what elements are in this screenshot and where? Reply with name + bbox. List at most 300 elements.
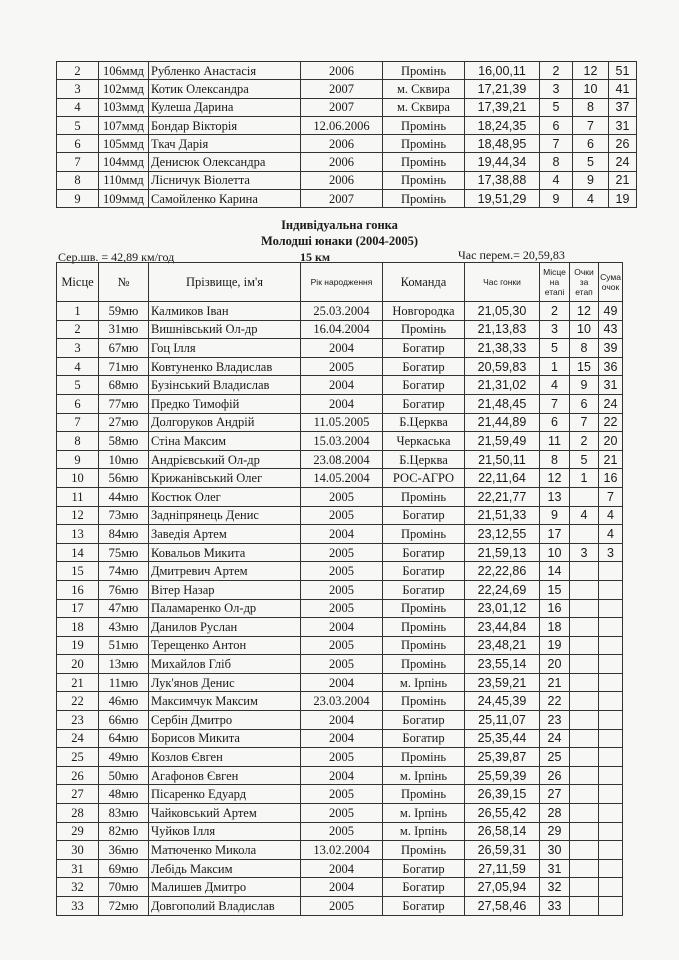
table-row xyxy=(57,841,623,860)
cell-team: Промінь xyxy=(383,599,465,618)
cell-place: 25 xyxy=(57,748,99,767)
cell-stage-place: 2 xyxy=(540,62,573,80)
table-row xyxy=(57,469,623,488)
cell-birth: 23.08.2004 xyxy=(301,450,383,469)
table-row xyxy=(57,506,623,525)
cell-team: Промінь xyxy=(383,320,465,339)
cell-total-points xyxy=(599,729,623,748)
column-header-total-points: Сума очок xyxy=(599,263,623,302)
cell-time: 20,59,83 xyxy=(465,357,540,376)
cell-name: Сербін Дмитро xyxy=(149,711,301,730)
cell-stage-place: 24 xyxy=(540,729,570,748)
cell-name: Малишев Дмитро xyxy=(149,878,301,897)
table-row xyxy=(57,432,623,451)
cell-place: 20 xyxy=(57,655,99,674)
cell-stage-place: 30 xyxy=(540,841,570,860)
cell-team: Промінь xyxy=(383,487,465,506)
results-table xyxy=(56,262,623,916)
cell-stage-place: 10 xyxy=(540,543,570,562)
cell-stage-points: 7 xyxy=(573,116,609,134)
cell-birth: 2005 xyxy=(301,748,383,767)
cell-place: 7 xyxy=(57,413,99,432)
cell-stage-points: 9 xyxy=(573,171,609,189)
cell-stage-place: 29 xyxy=(540,822,570,841)
table-row xyxy=(57,878,623,897)
cell-name: Самойленко Карина xyxy=(149,190,301,208)
cell-stage-place: 15 xyxy=(540,580,570,599)
cell-team: Богатир xyxy=(383,357,465,376)
cell-birth: 14.05.2004 xyxy=(301,469,383,488)
cell-birth: 2004 xyxy=(301,766,383,785)
cell-name: Пісаренко Едуард xyxy=(149,785,301,804)
cell-total-points: 22 xyxy=(599,413,623,432)
cell-stage-points xyxy=(570,618,599,637)
cell-team: Промінь xyxy=(383,190,465,208)
cell-place: 32 xyxy=(57,878,99,897)
cell-stage-place: 5 xyxy=(540,339,570,358)
cell-time: 22,22,86 xyxy=(465,562,540,581)
cell-birth: 2005 xyxy=(301,599,383,618)
cell-team: Б.Церква xyxy=(383,450,465,469)
cell-total-points xyxy=(599,599,623,618)
column-header-name: Прізвище, ім'я xyxy=(149,263,301,302)
cell-number: 50мю xyxy=(99,766,149,785)
table-row xyxy=(57,302,623,321)
cell-stage-place: 23 xyxy=(540,711,570,730)
cell-team: Богатир xyxy=(383,376,465,395)
cell-number: 36мю xyxy=(99,841,149,860)
cell-total-points xyxy=(599,804,623,823)
cell-birth: 2004 xyxy=(301,859,383,878)
cell-place: 6 xyxy=(57,394,99,413)
cell-number: 72мю xyxy=(99,897,149,916)
cell-number: 10мю xyxy=(99,450,149,469)
cell-time: 22,21,77 xyxy=(465,487,540,506)
table-row xyxy=(57,543,623,562)
cell-team: Богатир xyxy=(383,339,465,358)
cell-team: Промінь xyxy=(383,171,465,189)
cell-place: 6 xyxy=(57,135,99,153)
race-category: Молодші юнаки (2004-2005) xyxy=(260,234,419,248)
cell-birth: 2004 xyxy=(301,618,383,637)
cell-birth: 2005 xyxy=(301,636,383,655)
cell-stage-points: 12 xyxy=(570,302,599,321)
cell-team: Богатир xyxy=(383,878,465,897)
cell-name: Борисов Микита xyxy=(149,729,301,748)
cell-team: Промінь xyxy=(383,692,465,711)
cell-birth: 2005 xyxy=(301,655,383,674)
cell-time: 23,48,21 xyxy=(465,636,540,655)
table-row xyxy=(57,729,623,748)
cell-name: Михайлов Гліб xyxy=(149,655,301,674)
cell-number: 68мю xyxy=(99,376,149,395)
cell-total-points: 7 xyxy=(599,487,623,506)
table-row xyxy=(57,711,623,730)
cell-time: 16,00,11 xyxy=(465,62,540,80)
cell-stage-points xyxy=(570,878,599,897)
cell-stage-points: 8 xyxy=(570,339,599,358)
cell-number: 77мю xyxy=(99,394,149,413)
table-row xyxy=(57,580,623,599)
column-header-birth-year: Рік народження xyxy=(301,263,383,302)
cell-stage-points xyxy=(570,711,599,730)
cell-number: 51мю xyxy=(99,636,149,655)
cell-name: Лісничук Віолетта xyxy=(149,171,301,189)
table-row xyxy=(57,748,623,767)
table-row xyxy=(57,376,623,395)
table-row xyxy=(57,487,623,506)
cell-team: Промінь xyxy=(383,785,465,804)
cell-time: 18,48,95 xyxy=(465,135,540,153)
cell-stage-points xyxy=(570,822,599,841)
cell-birth: 2006 xyxy=(301,62,383,80)
cell-place: 31 xyxy=(57,859,99,878)
table-row xyxy=(57,413,623,432)
cell-place: 5 xyxy=(57,116,99,134)
cell-place: 30 xyxy=(57,841,99,860)
cell-place: 14 xyxy=(57,543,99,562)
table-row xyxy=(57,562,623,581)
cell-place: 4 xyxy=(57,357,99,376)
cell-number: 56мю xyxy=(99,469,149,488)
cell-place: 2 xyxy=(57,320,99,339)
cell-name: Чайковський Артем xyxy=(149,804,301,823)
cell-stage-place: 20 xyxy=(540,655,570,674)
cell-number: 75мю xyxy=(99,543,149,562)
cell-stage-points xyxy=(570,859,599,878)
results-header-row xyxy=(57,263,623,302)
cell-time: 25,39,87 xyxy=(465,748,540,767)
cell-stage-place: 33 xyxy=(540,897,570,916)
cell-number: 104ммд xyxy=(99,153,149,171)
cell-team: м. Сквира xyxy=(383,98,465,116)
cell-birth: 2004 xyxy=(301,729,383,748)
cell-stage-place: 16 xyxy=(540,599,570,618)
cell-place: 8 xyxy=(57,432,99,451)
cell-number: 13мю xyxy=(99,655,149,674)
cell-stage-points: 8 xyxy=(573,98,609,116)
cell-time: 27,58,46 xyxy=(465,897,540,916)
table-row xyxy=(57,673,623,692)
cell-stage-place: 28 xyxy=(540,804,570,823)
cell-place: 9 xyxy=(57,450,99,469)
table-row xyxy=(57,599,623,618)
table-row xyxy=(57,766,623,785)
cell-stage-place: 26 xyxy=(540,766,570,785)
cell-place: 26 xyxy=(57,766,99,785)
cell-number: 59мю xyxy=(99,302,149,321)
cell-birth: 2005 xyxy=(301,804,383,823)
cell-name: Денисюк Олександра xyxy=(149,153,301,171)
cell-team: Промінь xyxy=(383,525,465,544)
table-row xyxy=(57,859,623,878)
cell-number: 64мю xyxy=(99,729,149,748)
cell-time: 21,50,11 xyxy=(465,450,540,469)
table-row xyxy=(57,357,623,376)
cell-time: 21,38,33 xyxy=(465,339,540,358)
cell-total-points xyxy=(599,878,623,897)
cell-total-points: 36 xyxy=(599,357,623,376)
cell-stage-place: 25 xyxy=(540,748,570,767)
table-row xyxy=(57,897,623,916)
cell-birth: 2007 xyxy=(301,80,383,98)
cell-birth: 12.06.2006 xyxy=(301,116,383,134)
cell-stage-points xyxy=(570,525,599,544)
table-row xyxy=(57,320,623,339)
cell-total-points xyxy=(599,897,623,916)
cell-stage-points: 10 xyxy=(570,320,599,339)
cell-stage-points xyxy=(570,785,599,804)
cell-name: Рубленко Анастасія xyxy=(149,62,301,80)
cell-stage-place: 21 xyxy=(540,673,570,692)
table-row xyxy=(57,692,623,711)
cell-total-points: 16 xyxy=(599,469,623,488)
cell-team: Промінь xyxy=(383,62,465,80)
cell-birth: 2005 xyxy=(301,543,383,562)
cell-total-points xyxy=(599,692,623,711)
cell-total-points xyxy=(599,841,623,860)
cell-name: Вітер Назар xyxy=(149,580,301,599)
cell-time: 27,11,59 xyxy=(465,859,540,878)
cell-stage-points xyxy=(570,562,599,581)
table-row xyxy=(57,80,637,98)
table-row xyxy=(57,394,623,413)
column-header-number: № xyxy=(99,263,149,302)
cell-stage-points: 4 xyxy=(570,506,599,525)
cell-number: 105ммд xyxy=(99,135,149,153)
cell-stage-place: 31 xyxy=(540,859,570,878)
cell-stage-place: 4 xyxy=(540,376,570,395)
cell-birth: 13.02.2004 xyxy=(301,841,383,860)
cell-name: Ковтуненко Владислав xyxy=(149,357,301,376)
cell-number: 106ммд xyxy=(99,62,149,80)
cell-time: 21,59,49 xyxy=(465,432,540,451)
cell-stage-place: 8 xyxy=(540,450,570,469)
cell-team: Промінь xyxy=(383,655,465,674)
cell-total-points: 19 xyxy=(609,190,637,208)
cell-place: 12 xyxy=(57,506,99,525)
cell-stage-points: 12 xyxy=(573,62,609,80)
cell-team: Богатир xyxy=(383,543,465,562)
cell-team: Богатир xyxy=(383,897,465,916)
cell-place: 8 xyxy=(57,171,99,189)
cell-total-points: 39 xyxy=(599,339,623,358)
cell-time: 23,44,84 xyxy=(465,618,540,637)
cell-birth: 2004 xyxy=(301,376,383,395)
cell-birth: 2004 xyxy=(301,339,383,358)
cell-name: Долгоруков Андрій xyxy=(149,413,301,432)
cell-place: 15 xyxy=(57,562,99,581)
cell-stage-place: 22 xyxy=(540,692,570,711)
cell-stage-points xyxy=(570,766,599,785)
cell-stage-points xyxy=(570,841,599,860)
cell-name: Стіна Максим xyxy=(149,432,301,451)
cell-team: Богатир xyxy=(383,580,465,599)
cell-name: Ковальов Микита xyxy=(149,543,301,562)
cell-name: Вишнівський Ол-др xyxy=(149,320,301,339)
cell-total-points: 21 xyxy=(599,450,623,469)
cell-stage-points xyxy=(570,487,599,506)
cell-team: Богатир xyxy=(383,729,465,748)
cell-team: Богатир xyxy=(383,711,465,730)
cell-total-points xyxy=(599,618,623,637)
cell-stage-points xyxy=(570,729,599,748)
cell-place: 19 xyxy=(57,636,99,655)
cell-team: Богатир xyxy=(383,562,465,581)
cell-birth: 2006 xyxy=(301,135,383,153)
cell-birth: 2005 xyxy=(301,506,383,525)
cell-name: Паламаренко Ол-др xyxy=(149,599,301,618)
cell-team: Промінь xyxy=(383,618,465,637)
cell-place: 7 xyxy=(57,153,99,171)
table-row xyxy=(57,98,637,116)
cell-time: 25,59,39 xyxy=(465,766,540,785)
cell-stage-place: 3 xyxy=(540,80,573,98)
cell-number: 66мю xyxy=(99,711,149,730)
cell-time: 22,24,69 xyxy=(465,580,540,599)
column-header-race-time: Час гонки xyxy=(465,263,540,302)
cell-place: 27 xyxy=(57,785,99,804)
cell-time: 21,59,13 xyxy=(465,543,540,562)
cell-stage-place: 1 xyxy=(540,357,570,376)
cell-number: 103ммд xyxy=(99,98,149,116)
cell-name: Максимчук Максим xyxy=(149,692,301,711)
cell-name: Предко Тимофій xyxy=(149,394,301,413)
cell-total-points: 24 xyxy=(599,394,623,413)
cell-total-points xyxy=(599,785,623,804)
cell-birth: 25.03.2004 xyxy=(301,302,383,321)
cell-stage-points: 5 xyxy=(573,153,609,171)
cell-time: 23,01,12 xyxy=(465,599,540,618)
table-row xyxy=(57,618,623,637)
cell-total-points: 26 xyxy=(609,135,637,153)
cell-number: 73мю xyxy=(99,506,149,525)
cell-number: 69мю xyxy=(99,859,149,878)
cell-time: 21,13,83 xyxy=(465,320,540,339)
cell-number: 82мю xyxy=(99,822,149,841)
cell-time: 25,11,07 xyxy=(465,711,540,730)
cell-time: 26,55,42 xyxy=(465,804,540,823)
cell-stage-points xyxy=(570,636,599,655)
cell-total-points: 43 xyxy=(599,320,623,339)
cell-team: Промінь xyxy=(383,636,465,655)
cell-name: Ткач Дарія xyxy=(149,135,301,153)
cell-stage-place: 32 xyxy=(540,878,570,897)
table-row xyxy=(57,822,623,841)
cell-place: 18 xyxy=(57,618,99,637)
table-row xyxy=(57,450,623,469)
cell-team: Промінь xyxy=(383,135,465,153)
cell-total-points xyxy=(599,580,623,599)
cell-team: Промінь xyxy=(383,116,465,134)
table-row xyxy=(57,171,637,189)
cell-name: Заведія Артем xyxy=(149,525,301,544)
cell-number: 44мю xyxy=(99,487,149,506)
cell-stage-place: 11 xyxy=(540,432,570,451)
cell-stage-points: 7 xyxy=(570,413,599,432)
cell-time: 27,05,94 xyxy=(465,878,540,897)
cell-number: 48мю xyxy=(99,785,149,804)
cell-number: 58мю xyxy=(99,432,149,451)
cell-team: Богатир xyxy=(383,859,465,878)
cell-name: Кулеша Дарина xyxy=(149,98,301,116)
cell-stage-place: 6 xyxy=(540,116,573,134)
cell-total-points: 3 xyxy=(599,543,623,562)
cell-stage-place: 14 xyxy=(540,562,570,581)
cell-stage-points xyxy=(570,655,599,674)
cell-name: Крижанівський Олег xyxy=(149,469,301,488)
cell-total-points xyxy=(599,748,623,767)
cell-total-points xyxy=(599,822,623,841)
cell-stage-points: 6 xyxy=(570,394,599,413)
cell-name: Гоц Ілля xyxy=(149,339,301,358)
cell-stage-place: 27 xyxy=(540,785,570,804)
cell-place: 29 xyxy=(57,822,99,841)
cell-place: 4 xyxy=(57,98,99,116)
cell-stage-place: 7 xyxy=(540,135,573,153)
cell-total-points: 4 xyxy=(599,525,623,544)
cell-place: 28 xyxy=(57,804,99,823)
cell-stage-place: 18 xyxy=(540,618,570,637)
cell-stage-place: 17 xyxy=(540,525,570,544)
cell-stage-place: 12 xyxy=(540,469,570,488)
cell-stage-place: 3 xyxy=(540,320,570,339)
table-row xyxy=(57,655,623,674)
cell-total-points: 24 xyxy=(609,153,637,171)
cell-time: 26,39,15 xyxy=(465,785,540,804)
cell-total-points: 21 xyxy=(609,171,637,189)
cell-birth: 2005 xyxy=(301,897,383,916)
cell-number: 70мю xyxy=(99,878,149,897)
cell-number: 102ммд xyxy=(99,80,149,98)
cell-total-points: 37 xyxy=(609,98,637,116)
table-row xyxy=(57,339,623,358)
cell-birth: 2007 xyxy=(301,190,383,208)
cell-stage-points xyxy=(570,692,599,711)
cell-time: 25,35,44 xyxy=(465,729,540,748)
cell-stage-points: 6 xyxy=(573,135,609,153)
cell-place: 23 xyxy=(57,711,99,730)
cell-place: 5 xyxy=(57,376,99,395)
cell-birth: 2005 xyxy=(301,822,383,841)
cell-time: 17,38,88 xyxy=(465,171,540,189)
cell-stage-points xyxy=(570,580,599,599)
previous-results-table xyxy=(56,61,637,208)
table-row xyxy=(57,636,623,655)
cell-stage-place: 5 xyxy=(540,98,573,116)
cell-birth: 2004 xyxy=(301,878,383,897)
cell-stage-points xyxy=(570,897,599,916)
cell-time: 23,59,21 xyxy=(465,673,540,692)
cell-time: 17,39,21 xyxy=(465,98,540,116)
cell-name: Чуйков Ілля xyxy=(149,822,301,841)
cell-stage-points: 15 xyxy=(570,357,599,376)
cell-team: м. Ірпінь xyxy=(383,804,465,823)
cell-birth: 2004 xyxy=(301,673,383,692)
cell-birth: 2006 xyxy=(301,171,383,189)
cell-number: 49мю xyxy=(99,748,149,767)
table-row xyxy=(57,62,637,80)
cell-time: 24,45,39 xyxy=(465,692,540,711)
column-header-stage-place: Місце на етапі xyxy=(540,263,570,302)
cell-number: 107ммд xyxy=(99,116,149,134)
cell-name: Котик Олександра xyxy=(149,80,301,98)
cell-total-points: 4 xyxy=(599,506,623,525)
cell-birth: 15.03.2004 xyxy=(301,432,383,451)
race-distance: 15 км xyxy=(300,250,331,264)
cell-place: 17 xyxy=(57,599,99,618)
cell-time: 21,48,45 xyxy=(465,394,540,413)
